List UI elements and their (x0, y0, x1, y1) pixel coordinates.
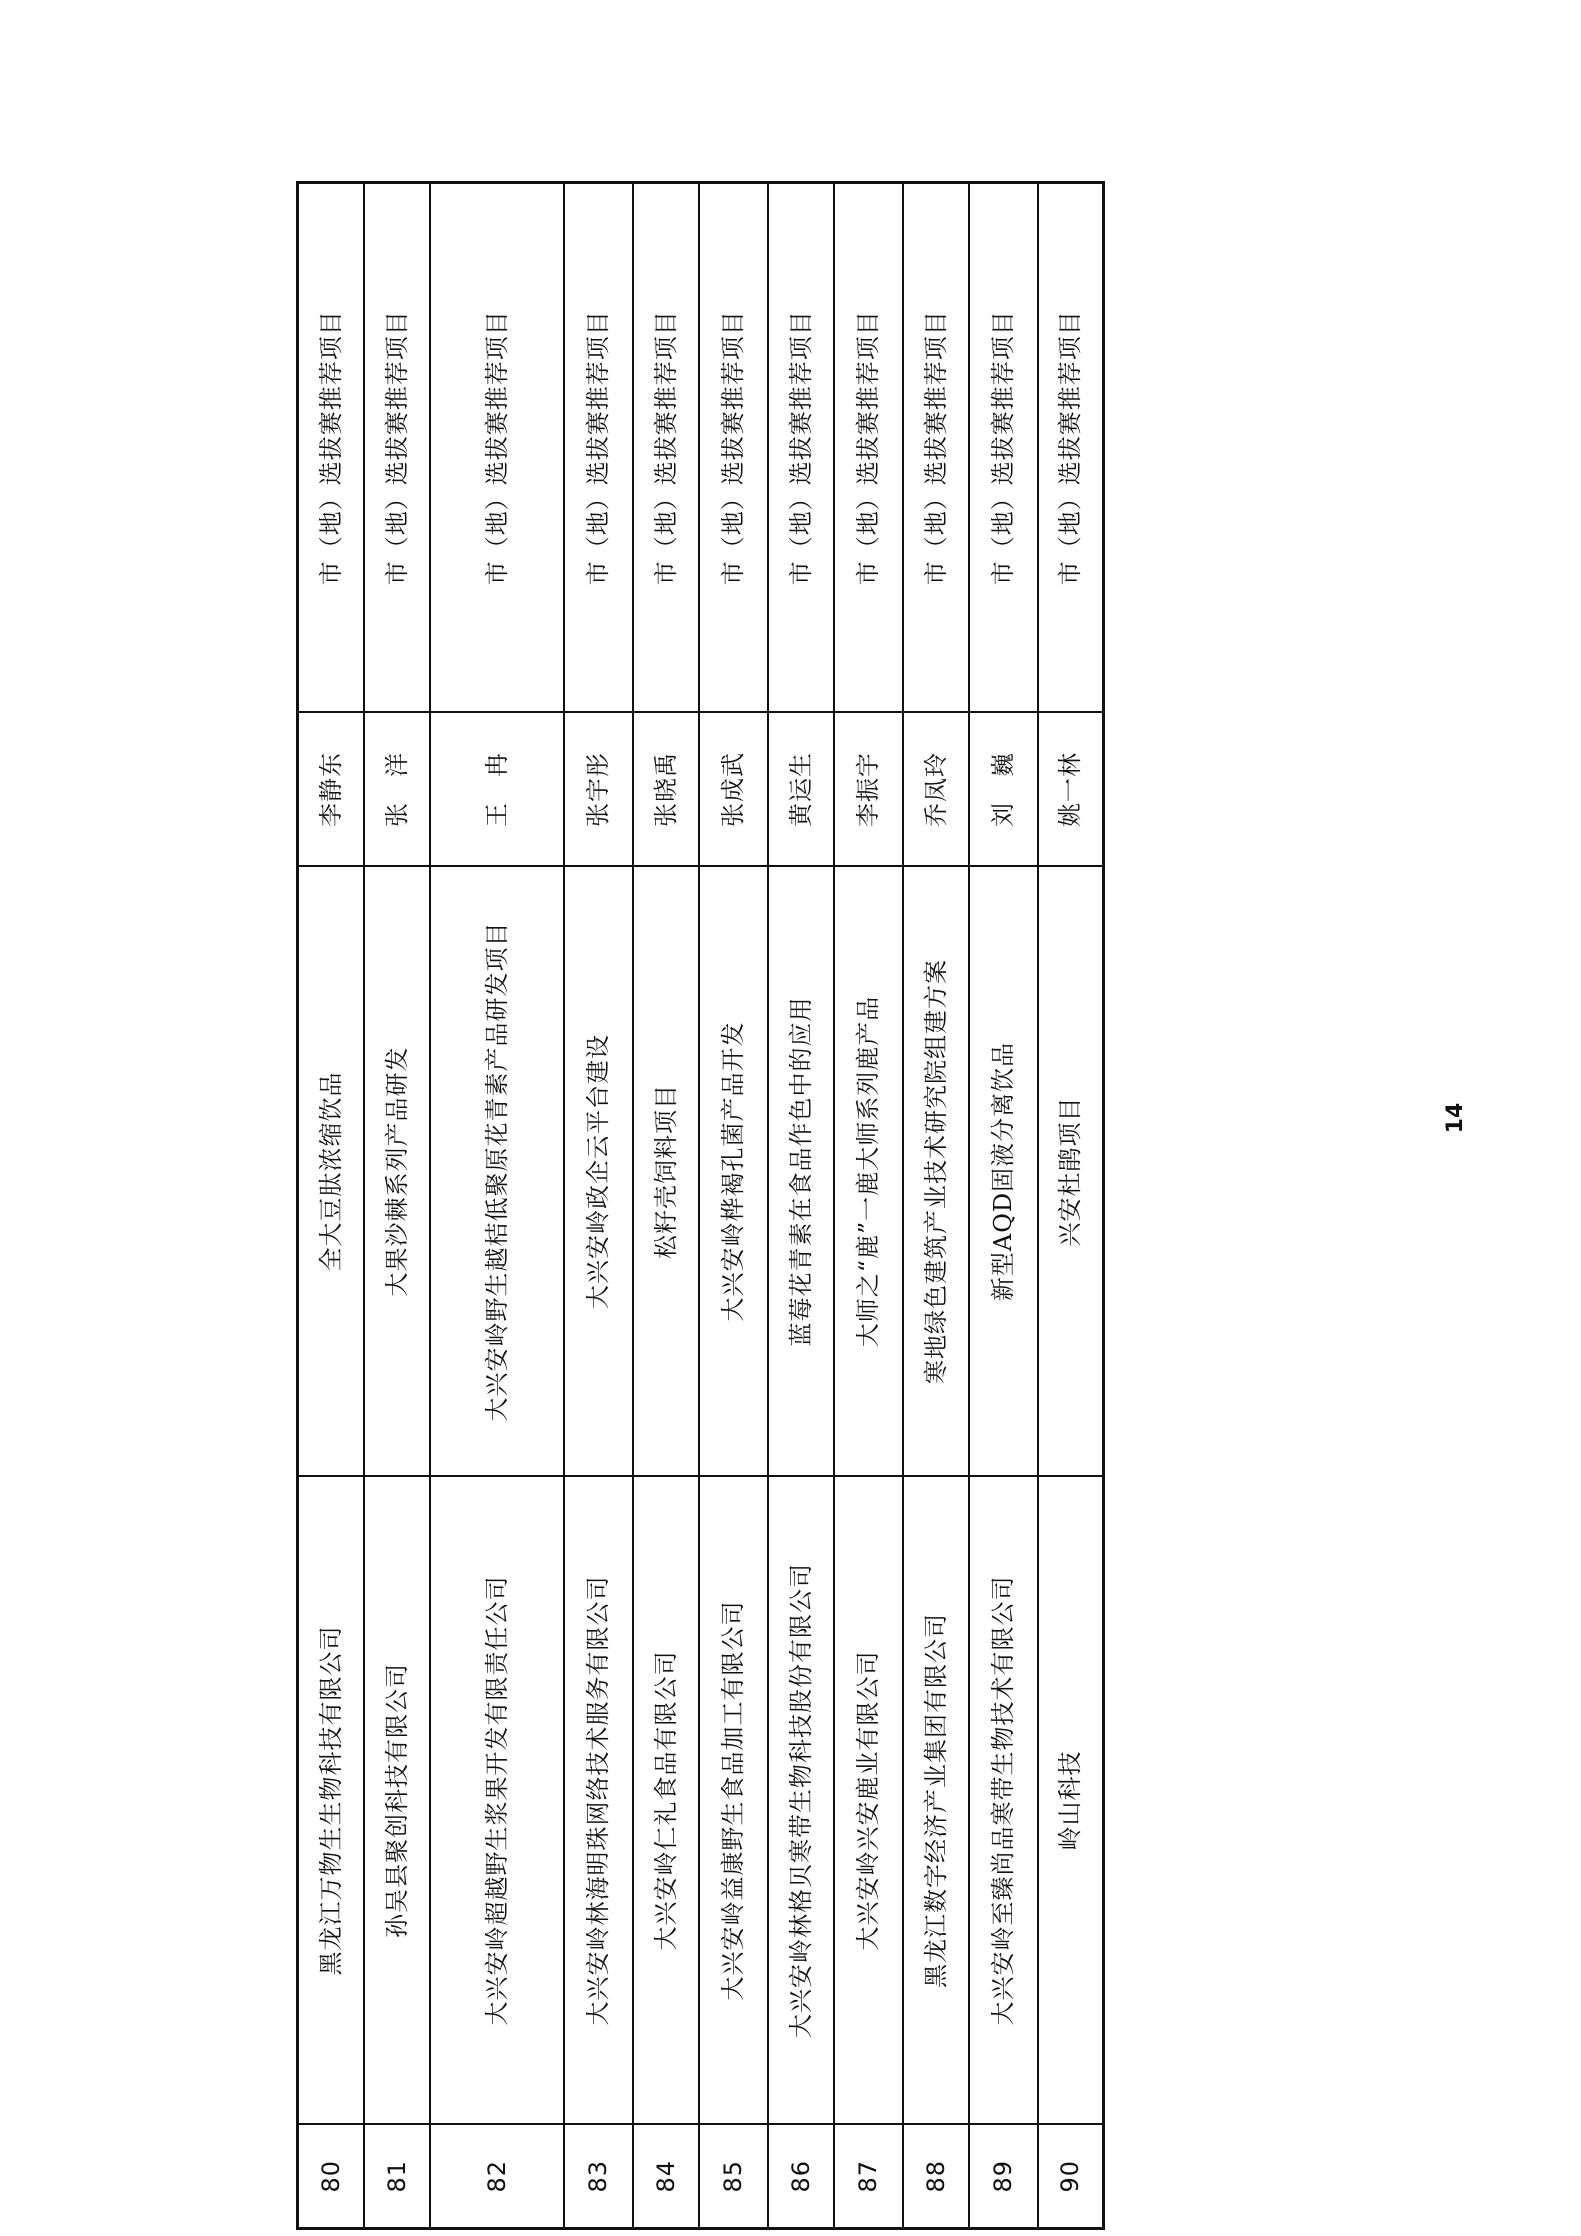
company-cell: 孙吴县聚创科技有限公司 (364, 1477, 430, 2125)
table-row (768, 183, 834, 2229)
table-row (699, 183, 768, 2229)
company-cell: 大兴安岭益康野生食品加工有限公司 (699, 1477, 768, 2125)
row-number: 88 (903, 2125, 969, 2229)
project-cell: 松籽壳饲料项目 (633, 867, 699, 1477)
page-number: 14 (1443, 1102, 1468, 1134)
project-cell: 蓝莓花青素在食品作色中的应用 (768, 867, 834, 1477)
row-number: 82 (430, 2125, 564, 2229)
project-cell: 大兴安岭野生越桔低聚原花青素产品研发项目 (430, 867, 564, 1477)
category-cell: 市（地）选拔赛推荐项目 (364, 183, 430, 713)
project-cell: 寒地绿色建筑产业技术研究院组建方案 (903, 867, 969, 1477)
person-cell: 张晓禹 (633, 713, 699, 867)
project-cell: 大师之“鹿”一鹿大师系列鹿产品 (834, 867, 903, 1477)
project-cell: 全大豆肽浓缩饮品 (298, 867, 364, 1477)
company-cell: 黑龙江数字经济产业集团有限公司 (903, 1477, 969, 2125)
person-cell: 张 洋 (364, 713, 430, 867)
company-cell: 大兴安岭至臻尚品寒带生物技术有限公司 (969, 1477, 1038, 2125)
table-container (296, 184, 1102, 2230)
category-cell: 市（地）选拔赛推荐项目 (969, 183, 1038, 713)
row-number: 80 (298, 2125, 364, 2229)
person-cell: 乔凤玲 (903, 713, 969, 867)
project-cell: 大兴安岭桦褐孔菌产品开发 (699, 867, 768, 1477)
project-cell: 大兴安岭政企云平台建设 (564, 867, 633, 1477)
row-number: 86 (768, 2125, 834, 2229)
row-number: 85 (699, 2125, 768, 2229)
table-row (903, 183, 969, 2229)
table-row (969, 183, 1038, 2229)
project-cell: 新型AQD固液分离饮品 (969, 867, 1038, 1477)
row-number: 87 (834, 2125, 903, 2229)
row-number: 83 (564, 2125, 633, 2229)
company-cell: 黑龙江万物生生物科技有限公司 (298, 1477, 364, 2125)
company-cell: 大兴安岭林海明珠网络技术服务有限公司 (564, 1477, 633, 2125)
table-row (633, 183, 699, 2229)
company-cell: 岭山科技 (1038, 1477, 1104, 2125)
category-cell: 市（地）选拔赛推荐项目 (1038, 183, 1104, 713)
row-number: 81 (364, 2125, 430, 2229)
person-cell: 李振宇 (834, 713, 903, 867)
table-row (834, 183, 903, 2229)
category-cell: 市（地）选拔赛推荐项目 (834, 183, 903, 713)
table-row (364, 183, 430, 2229)
category-cell: 市（地）选拔赛推荐项目 (633, 183, 699, 713)
person-cell: 张宇彤 (564, 713, 633, 867)
person-cell: 姚一林 (1038, 713, 1104, 867)
table-row (298, 183, 364, 2229)
row-number: 90 (1038, 2125, 1104, 2229)
project-table (296, 181, 1105, 2230)
project-cell: 大果沙棘系列产品研发 (364, 867, 430, 1477)
rotated-table-frame (296, 184, 1102, 2230)
table-row (1038, 183, 1104, 2229)
category-cell: 市（地）选拔赛推荐项目 (768, 183, 834, 713)
company-cell: 大兴安岭仁礼食品有限公司 (633, 1477, 699, 2125)
company-cell: 大兴安岭超越野生浆果开发有限责任公司 (430, 1477, 564, 2125)
category-cell: 市（地）选拔赛推荐项目 (298, 183, 364, 713)
table-row (430, 183, 564, 2229)
table-row (564, 183, 633, 2229)
person-cell: 刘 巍 (969, 713, 1038, 867)
project-cell: 兴安杜鹃项目 (1038, 867, 1104, 1477)
person-cell: 王 冉 (430, 713, 564, 867)
company-cell: 大兴安岭兴安鹿业有限公司 (834, 1477, 903, 2125)
person-cell: 黄运生 (768, 713, 834, 867)
person-cell: 张成武 (699, 713, 768, 867)
category-cell: 市（地）选拔赛推荐项目 (430, 183, 564, 713)
person-cell: 李静东 (298, 713, 364, 867)
row-number: 84 (633, 2125, 699, 2229)
category-cell: 市（地）选拔赛推荐项目 (903, 183, 969, 713)
row-number: 89 (969, 2125, 1038, 2229)
category-cell: 市（地）选拔赛推荐项目 (564, 183, 633, 713)
company-cell: 大兴安岭林格贝寒带生物科技股份有限公司 (768, 1477, 834, 2125)
category-cell: 市（地）选拔赛推荐项目 (699, 183, 768, 713)
